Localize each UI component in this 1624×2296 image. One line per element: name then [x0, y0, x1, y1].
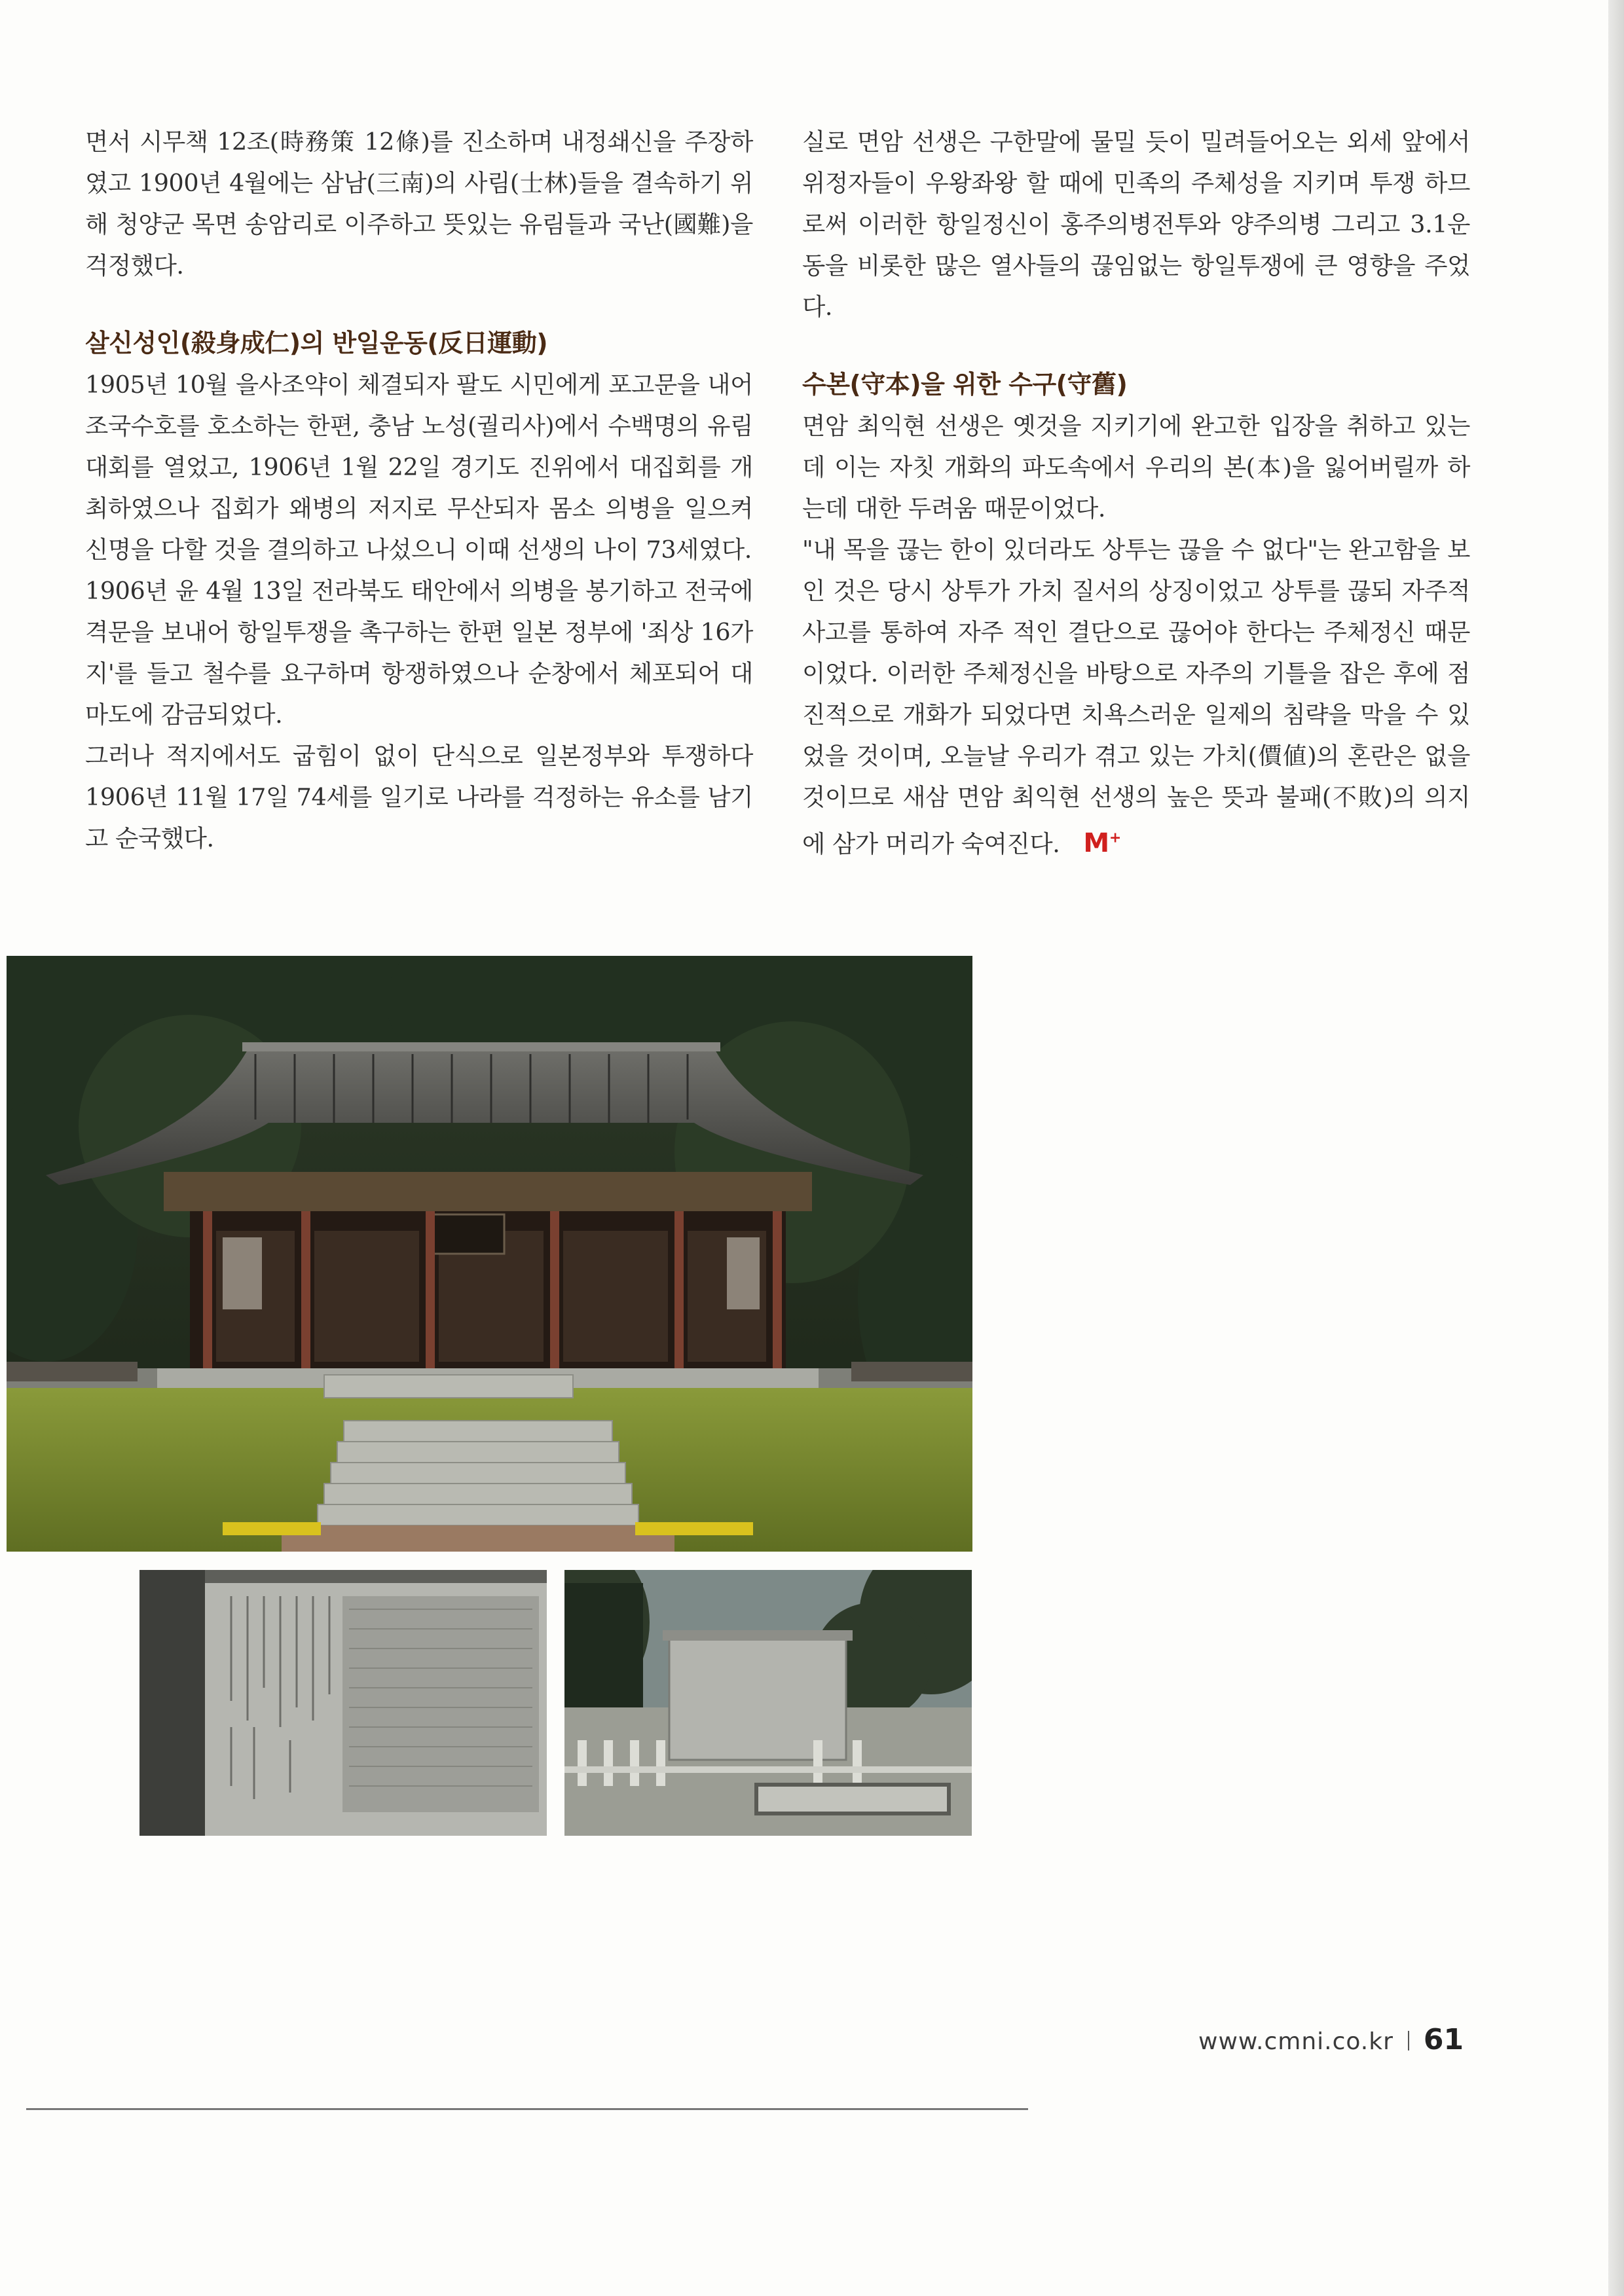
page-footer	[1198, 2023, 1473, 2056]
page-number: 61	[1423, 2023, 1464, 2056]
left-para-3: 1906년 윤 4월 13일 전라북도 태안에서 의병을 봉기하고 전국에 격문을 보내어 항일투쟁을 촉구하는 한편 일본 정부에 '죄상 16가지'를 들고 철수를 요구하며 항쟁하였으나 순창에서 체포되어 대마도에 감금되었다.	[85, 577, 753, 729]
shrine-illustration	[7, 956, 972, 1552]
right-para-1: 실로 면암 선생은 구한말에 물밀 듯이 밀려들어오는 외세 앞에서 위정자들이 우왕좌왕 할 때에 민족의 주체성을 지키며 투쟁 하므로써 이러한 항일정신이 홍주의병전투와 양주의병 그리고 3.1운동을 비롯한 많은 열사들의 끊임없는 항일투쟁에 큰 영향을 주었다.	[802, 128, 1470, 321]
shrine-photo	[7, 956, 972, 1552]
bottom-rule	[26, 2108, 1028, 2110]
scan-edge	[1608, 0, 1624, 2296]
monument-photo	[564, 1570, 972, 1836]
magazine-end-mark: M+	[1083, 828, 1121, 859]
left-column	[85, 121, 753, 859]
right-section-heading: 수본(守本)을 위한 수구(守舊)	[802, 370, 1128, 399]
left-para-1: 면서 시무책 12조(時務策 12條)를 진소하며 내정쇄신을 주장하였고 1900년 4월에는 삼남(三南)의 사림(士林)들을 결속하기 위해 청양군 목면 송암리로 이주하고 뜻있는 유림들과 국난(國難)을 걱정했다.	[85, 128, 753, 280]
left-para-4: 그러나 적지에서도 굽힘이 없이 단식으로 일본정부와 투쟁하다 1906년 11월 17일 74세를 일기로 나라를 걱정하는 유소를 남기고 순국했다.	[85, 742, 753, 852]
inscription-wall-illustration	[139, 1570, 547, 1836]
inscription-wall-photo	[139, 1570, 547, 1836]
right-para-3-text: "내 목을 끊는 한이 있더라도 상투는 끊을 수 없다"는 완고함을 보인 것은 당시 상투가 가치 질서의 상징이었고 상투를 끊되 자주적 사고를 통하여 자주 적인 결단으로 끊어야 한다는 주체정신 때문이었다. 이러한 주체정신을 바탕으로 자주의 기틀을 잡은 후에 점진적으로 개화가 되었다면 치욕스러운 일제의 침략을 막을 수 있었을 것이며, 오늘날 우리가 겪고 있는 가치(價値)의 혼란은 없을 것이므로 새삼 면암 최익현 선생의 높은 뜻과 불패(不敗)의 의지에 삼가 머리가 숙여진다.	[802, 536, 1470, 858]
right-para-2: 면암 최익현 선생은 옛것을 지키기에 완고한 입장을 취하고 있는데 이는 자칫 개화의 파도속에서 우리의 본(本)을 잃어버릴까 하는데 대한 두려움 때문이었다.	[802, 412, 1470, 522]
left-para-2: 1905년 10월 을사조약이 체결되자 팔도 시민에게 포고문을 내어 조국수호를 호소하는 한편, 충남 노성(궐리사)에서 수백명의 유림대회를 열었고, 1906년 1월 22일 경기도 진위에서 대집회를 개최하였으나 집회가 왜병의 저지로 무산되자 몸소 의병을 일으켜 신명을 다할 것을 결의하고 나섰으니 이때 선생의 나이 73세였다.	[85, 371, 753, 564]
right-para-3	[802, 529, 1470, 864]
footer-separator	[1408, 2031, 1409, 2050]
right-column	[802, 121, 1470, 864]
left-section-heading: 살신성인(殺身成仁)의 반일운동(反日運動)	[85, 329, 548, 357]
website-url: www.cmni.co.kr	[1198, 2028, 1393, 2055]
monument-illustration	[564, 1570, 972, 1836]
